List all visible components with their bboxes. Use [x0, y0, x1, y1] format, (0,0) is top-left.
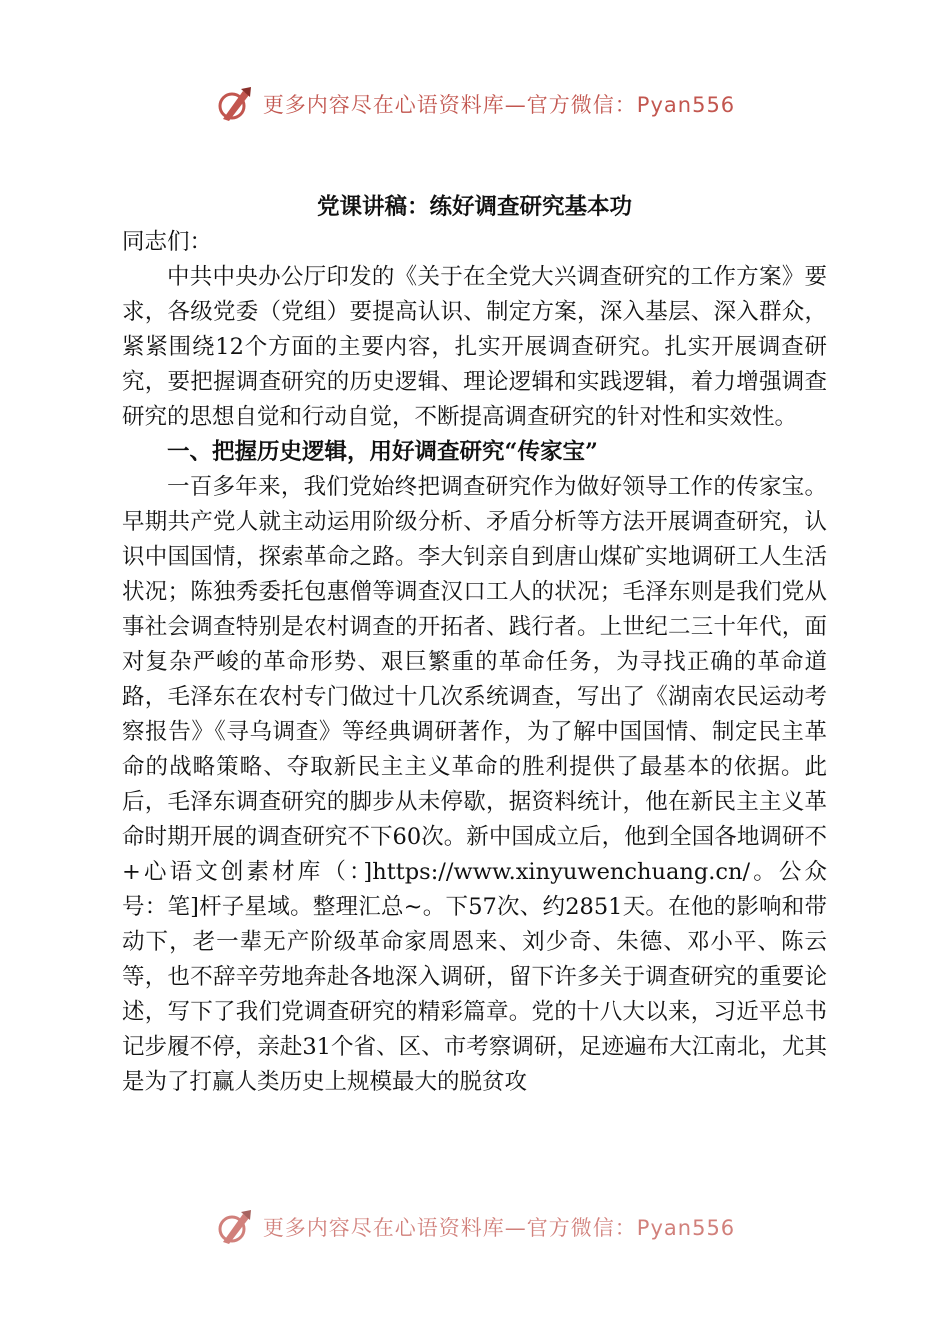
header-watermark-banner: [0, 82, 950, 126]
section-paragraph-1: 一百多年来，我们党始终把调查研究作为做好领导工作的传家宝。早期共产党人就主动运用阶级分析、矛盾分析等方法开展调查研究，认识中国国情，探索革命之路。李大钊亲自到唐山煤矿实地调研工人生活状况；陈独秀委托包惠僧等调查汉口工人的状况；毛泽东则是我们党从事社会调查特别是农村调查的开拓者、践行者。上世纪二三十年代，面对复杂严峻的革命形势、艰巨繁重的革命任务，为寻找正确的革命道路，毛泽东在农村专门做过十几次系统调查，写出了《湖南农民运动考察报告》《寻乌调查》等经典调研著作，为了解中国国情、制定民主革命的战略策略、夺取新民主主义革命的胜利提供了最基本的依据。此后，毛泽东调查研究的脚步从未停歇，据资料统计，他在新民主主义革命时期开展的调查研究不下60次。新中国成立后，他到全国各地调研不+心语文创素材库（：]https://www.xinyuwenchuang.cn/。公众号：笔]杆子星域。整理汇总~。下57次、约2851天。在他的影响和带动下，老一辈无产阶级革命家周恩来、刘少奇、朱德、邓小平、陈云等，也不辞辛劳地奔赴各地深入调研，留下许多关于调查研究的重要论述，写下了我们党调查研究的精彩篇章。党的十八大以来，习近平总书记步履不停，亲赴31个省、区、市考察调研，足迹遍布大江南北，尤其是为了打赢人类历史上规模最大的脱贫攻: [122, 474, 827, 1095]
greeting: 同志们：: [122, 229, 213, 255]
pen-nib-logo-icon: [215, 85, 255, 123]
document-title: 党课讲稿：练好调查研究基本功: [316, 194, 632, 220]
footer-watermark-banner: [0, 1205, 950, 1249]
footer-banner-text: 更多内容尽在心语资料库—官方微信：Pyan556: [262, 1216, 736, 1240]
pen-nib-logo-icon: [215, 1208, 255, 1246]
header-banner-text: 更多内容尽在心语资料库—官方微信：Pyan556: [262, 93, 736, 117]
document-body: [122, 190, 827, 1100]
section-heading-1: 一、把握历史逻辑，用好调查研究“传家宝”: [167, 439, 598, 465]
intro-paragraph: 中共中央办公厅印发的《关于在全党大兴调查研究的工作方案》要求，各级党委（党组）要提高认识、制定方案，深入基层、深入群众，紧紧围绕12个方面的主要内容，扎实开展调查研究。扎实开展调查研究，要把握调查研究的历史逻辑、理论逻辑和实践逻辑，着力增强调查研究的思想自觉和行动自觉，不断提高调查研究的针对性和实效性。: [122, 264, 827, 430]
